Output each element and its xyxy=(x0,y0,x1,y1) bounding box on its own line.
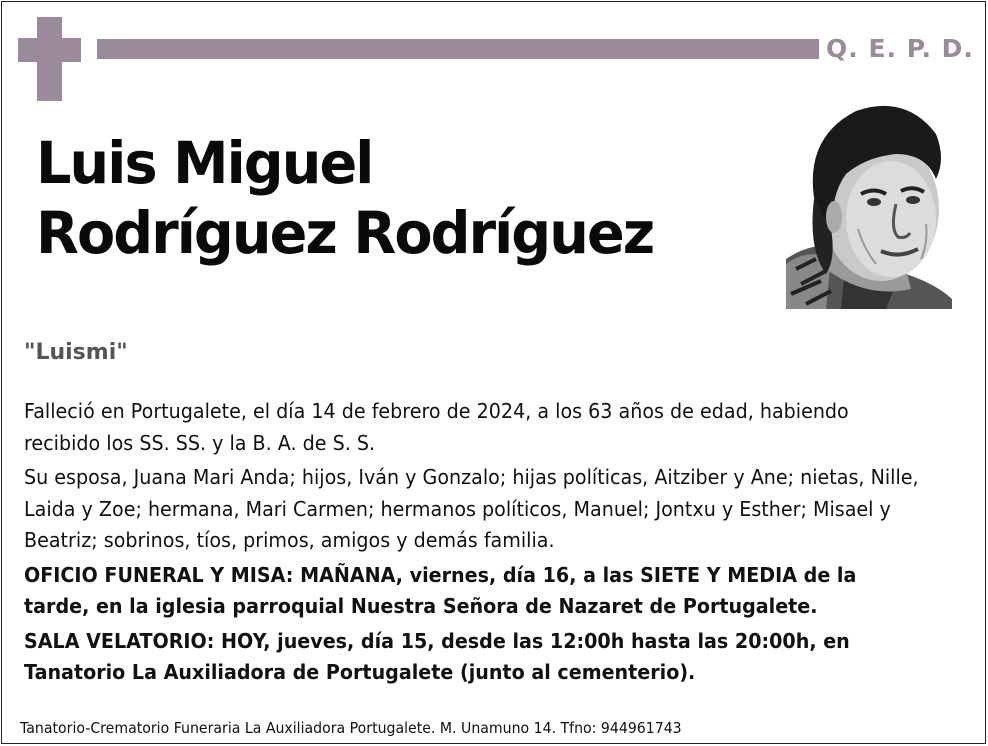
nickname: "Luismi" xyxy=(24,340,128,365)
portrait-photo xyxy=(786,99,952,309)
qepd-label: Q. E. P. D. xyxy=(826,34,974,63)
obituary-body xyxy=(24,396,922,692)
family-list: Su esposa, Juana Mari Anda; hijos, Iván y Gonzalo; hijas políticas, Aitziber y Ane; nietas, Nille, Laida y Zoe; hermana, Mari Carmen; hermanos políticos, Manuel; Jontxu y Esther; Misael y Beatriz; sobrinos, tíos, primos, amigos y demás familia. xyxy=(24,465,919,552)
funeral-info: OFICIO FUNERAL Y MISA: MAÑANA, viernes, día 16, a las SIETE Y MEDIA de la tarde, en la iglesia parroquial Nuestra Señora de Nazaret de Portugalete. xyxy=(24,562,857,618)
deceased-name xyxy=(36,128,653,268)
death-notice: Falleció en Portugalete, el día 14 de febrero de 2024, a los 63 años de edad, habiendo recibido los SS. SS. y la B. A. de S. S. xyxy=(24,399,849,455)
name-line-1: Luis Miguel xyxy=(36,129,373,197)
cross-icon-horizontal xyxy=(18,38,81,62)
name-line-2: Rodríguez Rodríguez xyxy=(36,199,654,267)
wake-info: SALA VELATORIO: HOY, jueves, día 15, desde las 12:00h hasta las 20:00h, en Tanatorio La Auxiliadora de Portugalete (junto al cementerio). xyxy=(24,628,850,684)
header-rule xyxy=(97,39,819,59)
footer-funeral-home: Tanatorio-Crematorio Funeraria La Auxiliadora Portugalete. M. Unamuno 14. Tfno: 944961743 xyxy=(20,719,682,737)
